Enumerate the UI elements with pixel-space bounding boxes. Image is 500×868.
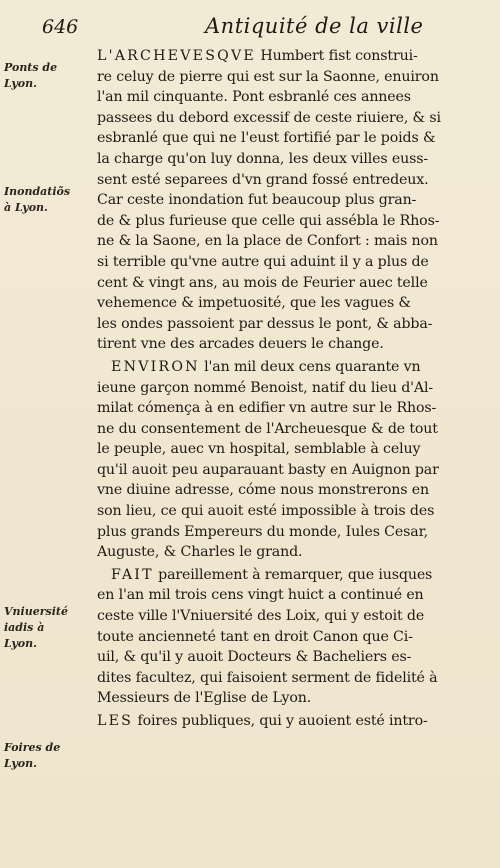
text-line: re celuy de pierre qui est sur la Saonne, enuiron (97, 68, 439, 85)
paragraph-archevesque (97, 46, 475, 355)
text-line: l'an mil cinquante. Pont esbranlé ces annees (97, 89, 411, 106)
margin-note-line: Inondatiõs (4, 185, 71, 198)
text-line: dites facultez, qui faisoient serment de fidelité à (97, 669, 438, 686)
text-line: son lieu, ce qui auoit esté impossible à trois des (97, 503, 435, 520)
lead-word: LES (97, 713, 134, 729)
margin-note-foires (4, 740, 96, 772)
page-number: 646 (42, 16, 79, 38)
lead-word: L'ARCHEVESQVE (97, 48, 256, 64)
text-line: vehemence & impetuosité, que les vagues & (97, 295, 411, 312)
text-line: en l'an mil trois cens vingt huict a continué en (97, 587, 424, 604)
text-line: passees du debord excessif de ceste riuiere, & si (97, 109, 441, 126)
body-text (97, 46, 475, 732)
margin-note-line: Lyon. (4, 637, 37, 650)
margin-note-universite (4, 604, 96, 652)
text-line: Messieurs de l'Eglise de Lyon. (97, 690, 312, 707)
margin-note-line: Vniuersité (4, 605, 68, 618)
text-line: la charge qu'on luy donna, les deux villes euss- (97, 150, 429, 167)
paragraph-foires (97, 711, 475, 732)
text-line: ieune garçon nommé Benoist, natif du lieu d'Al- (97, 379, 434, 396)
running-title: Antiquité de la ville (205, 14, 424, 38)
text-line: ne & la Saone, en la place de Confort : mais non (97, 233, 438, 250)
margin-note-inondations (4, 184, 96, 216)
text-line: le peuple, auec vn hospital, semblable à celuy (97, 441, 421, 458)
text-line: LES foires publiques, qui y auoient esté intro- (97, 713, 428, 729)
margin-note-line: à Lyon. (4, 201, 48, 214)
text-line: milat cómença à en edifier vn autre sur le Rhos- (97, 400, 437, 417)
margin-note-line: iadis à (4, 621, 45, 634)
lead-word: FAIT (111, 566, 154, 583)
lead-word: ENVIRON (111, 358, 200, 375)
margin-note-line: Foires de (4, 741, 61, 754)
margin-note-line: Lyon. (4, 757, 37, 770)
text-line: qu'il auoit peu auparauant basty en Auignon par (97, 461, 439, 478)
text-line: sent esté separees d'vn grand fossé entredeux. (97, 171, 429, 188)
text-line: cent & vingt ans, au mois de Feurier auec telle (97, 274, 428, 291)
text-line: de & plus furieuse que celle qui assébla le Rhos- (97, 212, 440, 229)
text-line: Auguste, & Charles le grand. (97, 544, 303, 561)
text-line: Car ceste inondation fut beaucoup plus gran- (97, 192, 417, 209)
text-line: ceste ville l'Vniuersité des Loix, qui y estoit de (97, 608, 425, 625)
text-line: esbranlé que qui ne l'eust fortifié par le poids & (97, 130, 436, 147)
margin-note-line: Ponts de (4, 61, 58, 74)
text-line: si terrible qu'vne autre qui aduint il y a plus de (97, 253, 429, 270)
text-line: vne diuine adresse, cóme nous monstrerons en (97, 482, 430, 499)
page-header (0, 12, 500, 42)
text-line: FAIT pareillement à remarquer, que iusques (111, 566, 433, 583)
text-line: toute ancienneté tant en droit Canon que Ci- (97, 628, 413, 645)
paragraph-environ (97, 357, 475, 563)
text-line: uil, & qu'il y auoit Docteurs & Bacheliers es- (97, 649, 412, 666)
text-line: ENVIRON l'an mil deux cens quarante vn (111, 358, 421, 375)
text-line: les ondes passoient par dessus le pont, & abba- (97, 315, 433, 332)
text-line: plus grands Empereurs du monde, Iules Cesar, (97, 523, 429, 540)
text-line: ne du consentement de l'Archeuesque & de tout (97, 420, 438, 437)
paragraph-fait (97, 565, 475, 709)
text-line: tirent vne des arcades deuers le change. (97, 336, 384, 353)
margin-note-line: Lyon. (4, 77, 37, 90)
text-line: L'ARCHEVESQVE Humbert fist construi- (97, 48, 418, 64)
margin-note-ponts (4, 60, 96, 92)
